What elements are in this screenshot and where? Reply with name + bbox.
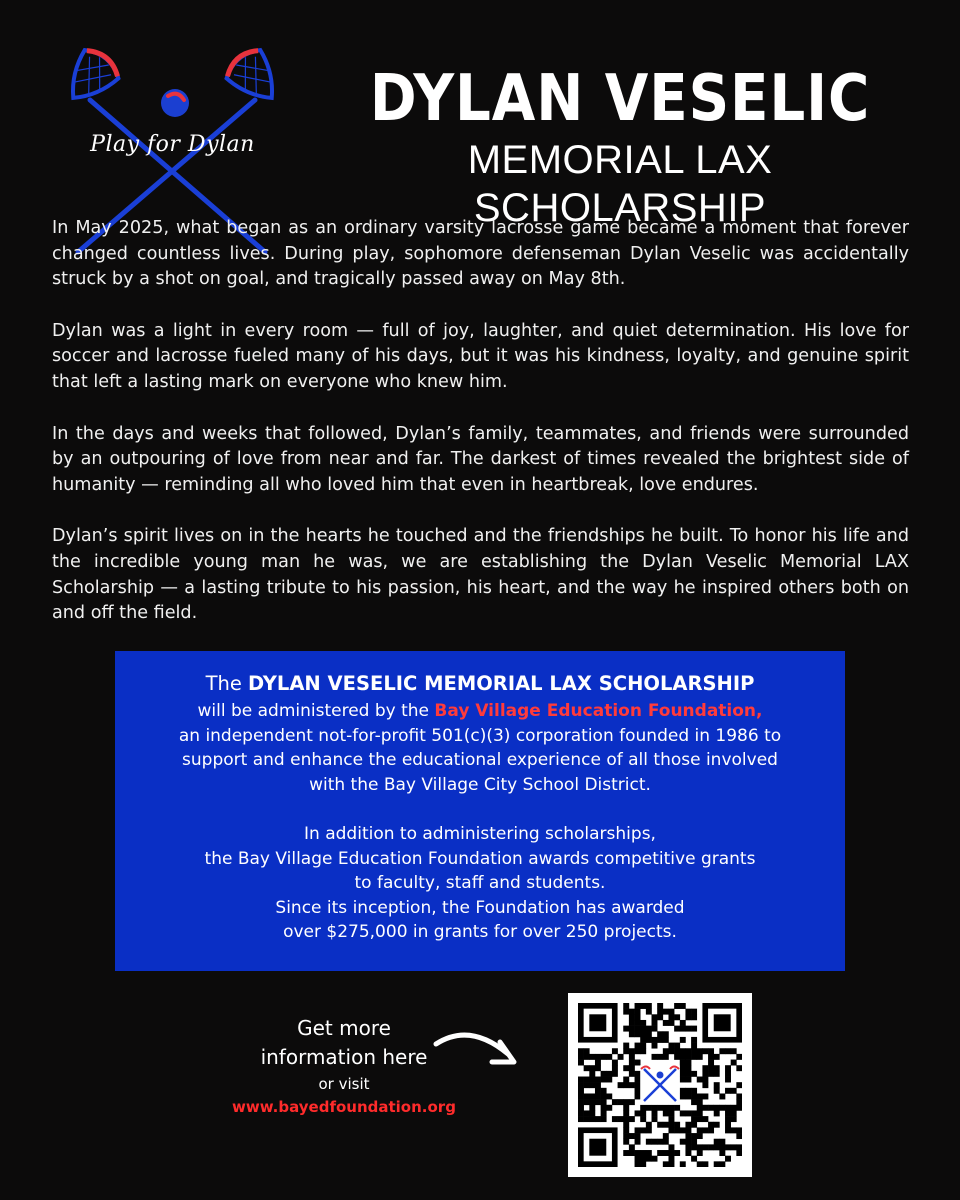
title-name: DYLAN VESELIC — [369, 62, 871, 136]
cta-line-1: Get more — [297, 1016, 391, 1040]
foundation-info-panel — [115, 651, 845, 971]
story-paragraph: Dylan was a light in every room — full of joy, laughter, and quiet determination. His love for soccer and lacrosse fueled many of his days, but it was his kindness, loyalty, and genuine spirit that left a lasting mark on everyone who knew him. — [52, 320, 909, 392]
logo-tagline: Play for Dylan — [90, 132, 255, 157]
story-paragraph: In May 2025, what began as an ordinary varsity lacrosse game became a moment that forever changed countless lives. During play, sophomore defenseman Dylan Veselic was accidentally struck by a shot on goal, and tragically passed away on May 8th. — [52, 218, 909, 290]
panel-line: support and enhance the educational experience of all those involved — [182, 750, 778, 770]
panel-scholarship-name: DYLAN VESELIC MEMORIAL LAX SCHOLARSHIP — [248, 672, 755, 695]
panel-spacer — [115, 797, 845, 822]
cta-line-2: information here — [260, 1045, 428, 1069]
page-title — [320, 62, 920, 232]
panel-line: Since its inception, the Foundation has awarded — [275, 897, 685, 918]
qr-code-icon — [578, 1003, 742, 1167]
panel-line: the Bay Village Education Foundation awards competitive grants — [204, 848, 756, 869]
panel-foundation-name: Bay Village Education Foundation, — [434, 701, 763, 721]
story-text — [52, 216, 909, 653]
qr-code[interactable] — [568, 993, 752, 1177]
story-paragraph: Dylan’s spirit lives on in the hearts he touched and the friendships he built. To honor his life and the incredible young man he was, we are establishing the Dylan Veselic Memorial LAX Scholarship — a lasting tribute to his passion, his heart, and the way he inspired others both on and off the field. — [52, 526, 909, 624]
panel-line: In addition to administering scholarships, — [304, 824, 656, 844]
panel-lead — [115, 651, 845, 699]
panel-line: over $275,000 in grants for over 250 projects. — [283, 922, 677, 942]
cta-line-3: or visit — [318, 1075, 370, 1093]
foundation-url-link[interactable]: www.bayedfoundation.org — [232, 1098, 456, 1116]
panel-line: with the Bay Village City School District. — [309, 774, 651, 795]
panel-lead-prefix: The — [205, 672, 249, 695]
story-paragraph: In the days and weeks that followed, Dylan’s family, teammates, and friends were surrounded by an outpouring of love from near and far. The darkest of times revealed the brightest side of humanity — reminding all who loved him that even in heartbreak, love endures. — [52, 423, 909, 495]
curved-arrow-icon — [430, 1024, 526, 1074]
panel-admin-prefix: will be administered by the — [197, 701, 435, 721]
panel-line: an independent not-for-profit 501(c)(3) corporation founded in 1986 to — [178, 725, 782, 746]
title-subtitle: MEMORIAL LAX SCHOLARSHIP — [467, 138, 773, 230]
panel-admin-line — [115, 699, 845, 724]
panel-line: to faculty, staff and students. — [354, 873, 606, 893]
